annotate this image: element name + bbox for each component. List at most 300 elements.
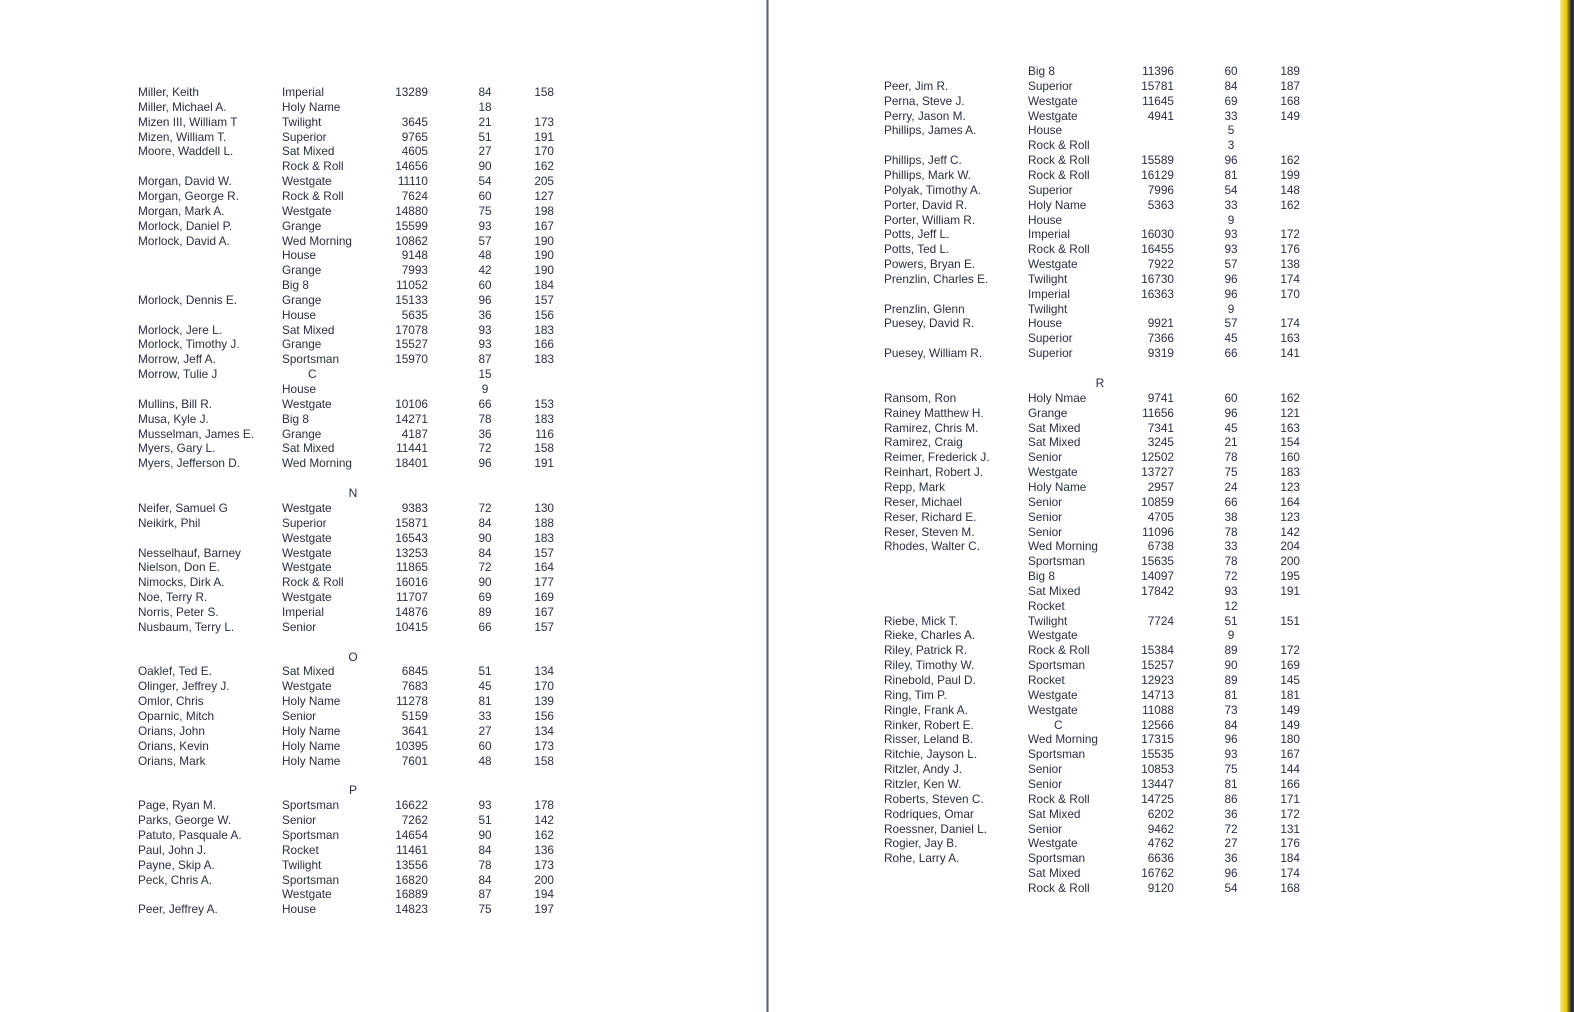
- league-name: Holy Nmae: [1028, 390, 1087, 405]
- league-name: Sat Mixed: [1028, 435, 1081, 450]
- total-pins: 14097: [1141, 569, 1174, 584]
- average-score: 167: [534, 604, 554, 619]
- bowler-name: Ritchie, Jayson L.: [884, 747, 978, 762]
- total-pins: 13727: [1141, 465, 1174, 480]
- table-row: [884, 138, 1324, 153]
- league-name: Superior: [1028, 78, 1073, 93]
- games-count: 90: [478, 827, 492, 842]
- average-score: 149: [1280, 702, 1300, 717]
- average-score: 160: [1280, 450, 1300, 465]
- games-count: 73: [1224, 702, 1238, 717]
- bowler-name: Perry, Jason M.: [884, 108, 966, 123]
- games-count: 72: [478, 560, 492, 575]
- average-score: 178: [534, 798, 554, 813]
- average-score: 154: [1280, 435, 1300, 450]
- total-pins: 15970: [395, 352, 428, 367]
- bowler-name: Powers, Bryan E.: [884, 257, 976, 272]
- total-pins: 16820: [395, 872, 428, 887]
- games-count: 84: [478, 85, 492, 99]
- league-name: Sat Mixed: [282, 441, 335, 456]
- league-name: Westgate: [1028, 702, 1078, 717]
- games-count: 69: [1224, 93, 1238, 108]
- average-score: 169: [534, 590, 554, 605]
- league-name: Westgate: [282, 500, 332, 515]
- average-score: 200: [1280, 554, 1300, 569]
- games-count: 78: [478, 411, 492, 426]
- average-score: 188: [534, 515, 554, 530]
- total-pins: 15527: [395, 337, 428, 352]
- bowler-name: Reser, Michael: [884, 494, 963, 509]
- games-count: 72: [1224, 821, 1238, 836]
- total-pins: 7922: [1147, 257, 1174, 272]
- bowler-name: Parks, George W.: [138, 813, 232, 828]
- average-score: 176: [1280, 242, 1300, 257]
- bowler-name: Peer, Jeffrey A.: [138, 902, 218, 917]
- total-pins: 7341: [1147, 420, 1174, 435]
- total-pins: 10859: [1141, 494, 1174, 509]
- league-name: Grange: [282, 292, 322, 307]
- bowler-name: Musa, Kyle J.: [138, 411, 209, 426]
- bowler-name: Potts, Jeff L.: [884, 227, 950, 242]
- table-row: [884, 450, 1324, 465]
- league-name: Sportsman: [282, 827, 340, 842]
- total-pins: 4605: [401, 144, 428, 159]
- table-row: [884, 762, 1324, 777]
- total-pins: 5159: [401, 709, 428, 723]
- total-pins: 10395: [395, 738, 428, 753]
- total-pins: 15257: [1141, 658, 1174, 673]
- bowler-name: Nesselhauf, Barney: [138, 545, 241, 560]
- table-row: [138, 204, 578, 219]
- league-name: Rocket: [1028, 598, 1065, 613]
- bowler-name: Paul, John J.: [138, 842, 207, 857]
- bowler-name: Moore, Waddell L.: [138, 144, 234, 159]
- average-score: 184: [1280, 851, 1300, 866]
- bowler-name: Porter, David R.: [884, 197, 968, 212]
- average-score: 174: [1280, 271, 1300, 286]
- games-count: 51: [478, 664, 492, 679]
- total-pins: 7262: [401, 813, 428, 828]
- table-row: [138, 115, 578, 130]
- games-count: 15: [478, 367, 492, 382]
- average-score: 149: [1280, 108, 1300, 123]
- league-name: Grange: [1028, 405, 1068, 420]
- league-name: Rock & Roll: [282, 575, 344, 590]
- table-row: [884, 599, 1324, 614]
- average-score: 134: [534, 723, 554, 738]
- games-count: 9: [1227, 212, 1235, 227]
- total-pins: 9462: [1147, 821, 1174, 836]
- total-pins: 16016: [395, 575, 428, 590]
- games-count: 84: [478, 515, 492, 530]
- average-score: 191: [534, 129, 554, 144]
- bowler-name: Prenzlin, Glenn: [884, 301, 965, 316]
- games-count: 48: [478, 248, 492, 263]
- bowler-name: Roberts, Steven C.: [884, 791, 984, 806]
- games-count: 57: [1224, 316, 1238, 331]
- games-count: 12: [1224, 598, 1238, 613]
- bowler-name: Reser, Steven M.: [884, 524, 975, 539]
- bowler-name: Noe, Terry R.: [138, 590, 208, 605]
- average-score: 173: [534, 738, 554, 753]
- league-name: Westgate: [282, 560, 332, 575]
- total-pins: 14823: [395, 902, 428, 917]
- table-row: [138, 144, 578, 159]
- bowler-name: Puesey, William R.: [884, 346, 983, 361]
- table-row: [138, 605, 578, 620]
- average-score: 151: [1280, 613, 1300, 628]
- bowler-name: Rainey Matthew H.: [884, 405, 984, 420]
- games-count: 75: [1224, 465, 1238, 480]
- league-name: Westgate: [282, 530, 332, 545]
- league-name: Sportsman: [1028, 658, 1086, 673]
- total-pins: 9921: [1147, 316, 1174, 331]
- games-count: 90: [478, 530, 492, 545]
- average-score: 204: [1280, 539, 1300, 554]
- total-pins: 7996: [1147, 182, 1174, 197]
- average-score: 171: [1280, 791, 1300, 806]
- league-name: Imperial: [1028, 286, 1070, 301]
- bowler-name: Rieke, Charles A.: [884, 628, 976, 643]
- table-row: [138, 560, 578, 575]
- games-count: 27: [478, 723, 492, 738]
- league-name: Westgate: [282, 203, 332, 218]
- games-count: 84: [1224, 717, 1238, 732]
- games-count: 48: [478, 753, 492, 768]
- total-pins: 16363: [1141, 286, 1174, 301]
- bowler-name: Ransom, Ron: [884, 390, 957, 405]
- league-name: Senior: [282, 813, 317, 828]
- total-pins: 14876: [395, 604, 428, 619]
- table-row: [884, 658, 1324, 673]
- average-score: 169: [1280, 658, 1300, 673]
- league-name: Holy Name: [282, 694, 341, 709]
- total-pins: 15781: [1141, 78, 1174, 93]
- games-count: 66: [1224, 346, 1238, 361]
- average-score: 162: [534, 827, 554, 842]
- bowler-name: Phillips, James A.: [884, 123, 977, 138]
- bowler-name: Porter, William R.: [884, 212, 976, 227]
- table-row: [884, 539, 1324, 554]
- table-row: [138, 412, 578, 427]
- games-count: 36: [1224, 806, 1238, 821]
- league-name: Rock & Roll: [1028, 880, 1090, 895]
- table-row: [138, 189, 578, 204]
- table-row: [138, 798, 578, 813]
- table-row: [138, 352, 578, 367]
- table-row: [138, 159, 578, 174]
- average-score: 157: [534, 292, 554, 307]
- league-name: Rocket: [1028, 673, 1065, 687]
- total-pins: 15599: [395, 218, 428, 233]
- league-name: Imperial: [282, 604, 324, 619]
- total-pins: 11707: [396, 590, 428, 605]
- average-score: 187: [1280, 78, 1300, 93]
- bowler-name: Potts, Ted L.: [884, 242, 950, 257]
- table-row: [884, 287, 1324, 302]
- games-count: 57: [478, 233, 492, 248]
- table-row: [138, 278, 578, 293]
- bowler-name: Orians, John: [138, 723, 205, 738]
- table-row: [884, 480, 1324, 495]
- bowler-name: Morlock, Dennis E.: [138, 292, 237, 307]
- games-count: 36: [478, 307, 492, 322]
- bowler-name: Riley, Patrick R.: [884, 643, 968, 658]
- table-row: [138, 427, 578, 442]
- average-score: 123: [1280, 509, 1300, 524]
- table-row: [884, 391, 1324, 406]
- total-pins: 11865: [396, 560, 428, 575]
- total-pins: 18401: [395, 456, 428, 471]
- table-row: [138, 248, 578, 263]
- total-pins: 15589: [1141, 153, 1174, 168]
- league-name: C: [1054, 717, 1063, 732]
- league-name: Westgate: [1028, 465, 1078, 480]
- total-pins: 11396: [1142, 64, 1174, 78]
- total-pins: 4762: [1147, 836, 1174, 851]
- games-count: 54: [1224, 182, 1238, 197]
- total-pins: 4941: [1147, 108, 1174, 123]
- league-name: Rock & Roll: [1028, 643, 1090, 658]
- total-pins: 7724: [1147, 613, 1174, 628]
- games-count: 81: [478, 694, 492, 709]
- games-count: 54: [1224, 880, 1238, 895]
- games-count: 90: [1224, 658, 1238, 673]
- table-row: [138, 709, 578, 724]
- bowler-name: Repp, Mark: [884, 479, 945, 494]
- games-count: 45: [1224, 331, 1238, 346]
- table-row: [884, 227, 1324, 242]
- average-score: 127: [534, 188, 554, 203]
- bowler-name: Mizen, William T.: [138, 129, 227, 144]
- league-name: Twilight: [1028, 301, 1068, 316]
- average-score: 116: [535, 426, 554, 441]
- league-name: Holy Name: [282, 753, 341, 768]
- total-pins: 11645: [1142, 93, 1174, 108]
- average-score: 189: [1280, 64, 1300, 78]
- average-score: 158: [534, 441, 554, 456]
- league-name: Imperial: [1028, 227, 1070, 242]
- bowler-name: Rodriques, Omar: [884, 806, 974, 821]
- table-row: [884, 465, 1324, 480]
- league-name: Sat Mixed: [282, 322, 335, 337]
- league-name: Superior: [1028, 331, 1073, 346]
- league-name: Sportsman: [282, 872, 340, 887]
- games-count: 18: [478, 99, 492, 114]
- league-name: Sportsman: [282, 352, 340, 367]
- games-count: 57: [1224, 257, 1238, 272]
- games-count: 81: [1224, 167, 1238, 182]
- total-pins: 15535: [1141, 747, 1174, 762]
- bowler-name: Omlor, Chris: [138, 694, 204, 709]
- league-name: Imperial: [282, 85, 324, 99]
- average-score: 141: [1280, 346, 1300, 361]
- table-row: [884, 123, 1324, 138]
- total-pins: 13253: [395, 545, 428, 560]
- total-pins: 14656: [395, 159, 428, 174]
- bowler-name: Morlock, David A.: [138, 233, 230, 248]
- average-score: 156: [534, 307, 554, 322]
- games-count: 90: [478, 575, 492, 590]
- bowler-name: Nielson, Don E.: [138, 560, 220, 575]
- bowler-name: Ringle, Frank A.: [884, 702, 968, 717]
- total-pins: 6636: [1147, 851, 1174, 866]
- league-name: Senior: [1028, 762, 1063, 777]
- average-score: 174: [1280, 316, 1300, 331]
- games-count: 36: [478, 426, 492, 441]
- bowler-name: Miller, Michael A.: [138, 99, 227, 114]
- table-row: [138, 620, 578, 635]
- bowler-name: Reser, Richard E.: [884, 509, 977, 524]
- total-pins: 3245: [1147, 435, 1174, 450]
- table-row: [138, 679, 578, 694]
- table-row: [138, 100, 578, 115]
- table-row: [138, 516, 578, 531]
- bowler-name: Rinker, Robert E.: [884, 717, 974, 732]
- total-pins: 16730: [1141, 271, 1174, 286]
- bowler-name: Ramirez, Chris M.: [884, 420, 979, 435]
- table-row: [138, 813, 578, 828]
- table-row: [884, 807, 1324, 822]
- total-pins: 12566: [1141, 717, 1174, 732]
- average-score: 162: [1280, 390, 1300, 405]
- league-name: Grange: [282, 263, 322, 278]
- league-name: Wed Morning: [1028, 539, 1098, 554]
- total-pins: 13556: [395, 857, 428, 872]
- league-name: Rock & Roll: [1028, 242, 1090, 257]
- games-count: 51: [1224, 613, 1238, 628]
- total-pins: 13289: [395, 85, 428, 99]
- average-score: 148: [1280, 182, 1300, 197]
- average-score: 136: [534, 842, 554, 857]
- table-row: [138, 441, 578, 456]
- average-score: 200: [534, 872, 554, 887]
- average-score: 194: [534, 887, 554, 902]
- bowler-name: Neifer, Samuel G: [138, 500, 228, 515]
- league-name: Rocket: [282, 842, 319, 857]
- table-row: [138, 902, 578, 917]
- table-row: [138, 382, 578, 397]
- league-name: Senior: [282, 619, 317, 634]
- league-name: Holy Name: [1028, 479, 1087, 494]
- table-row: [884, 346, 1324, 361]
- table-row: [884, 866, 1324, 881]
- table-row: [138, 323, 578, 338]
- games-count: 72: [1224, 569, 1238, 584]
- league-name: Westgate: [1028, 628, 1078, 643]
- total-pins: 7993: [401, 263, 428, 278]
- league-name: Westgate: [282, 396, 332, 411]
- table-row: [884, 406, 1324, 421]
- bowler-name: Puesey, David R.: [884, 316, 975, 331]
- league-name: Senior: [1028, 509, 1063, 524]
- games-count: 96: [1224, 405, 1238, 420]
- league-name: Sat Mixed: [1028, 583, 1081, 598]
- total-pins: 15871: [395, 515, 428, 530]
- table-row: [138, 501, 578, 516]
- average-score: 173: [534, 114, 554, 129]
- games-count: 69: [478, 590, 492, 605]
- league-name: Grange: [282, 218, 322, 233]
- total-pins: 4187: [401, 426, 428, 441]
- average-score: 170: [534, 144, 554, 159]
- average-score: 139: [534, 694, 554, 709]
- league-name: Big 8: [282, 278, 309, 293]
- table-row: [884, 109, 1324, 124]
- average-score: 145: [1280, 673, 1300, 687]
- bowler-name: Mullins, Bill R.: [138, 396, 213, 411]
- average-score: 195: [1280, 569, 1300, 584]
- bowler-name: Rinebold, Paul D.: [884, 673, 976, 687]
- total-pins: 10862: [395, 233, 428, 248]
- games-count: 89: [1224, 643, 1238, 658]
- bowler-name: Morrow, Tulie J: [138, 367, 218, 382]
- bowler-name: Morlock, Timothy J.: [138, 337, 240, 352]
- table-row: [138, 828, 578, 843]
- league-name: Westgate: [1028, 836, 1078, 851]
- bowler-name: Morgan, George R.: [138, 188, 239, 203]
- total-pins: 16762: [1141, 866, 1174, 881]
- average-score: 191: [1280, 583, 1300, 598]
- bowler-name: Rogier, Jay B.: [884, 836, 958, 851]
- section-letter: N: [348, 486, 358, 501]
- table-row: [884, 554, 1324, 569]
- total-pins: 11088: [1142, 702, 1174, 717]
- average-score: 167: [534, 218, 554, 233]
- league-name: House: [282, 902, 317, 917]
- league-name: Holy Name: [1028, 197, 1087, 212]
- table-row: [138, 234, 578, 249]
- bowler-name: Morgan, Mark A.: [138, 203, 225, 218]
- games-count: 72: [478, 500, 492, 515]
- bowler-name: Rhodes, Walter C.: [884, 539, 980, 554]
- league-name: Rock & Roll: [282, 159, 344, 174]
- games-count: 93: [478, 218, 492, 233]
- games-count: 66: [478, 619, 492, 634]
- games-count: 9: [1227, 628, 1235, 643]
- bowler-name: Reinhart, Robert J.: [884, 465, 984, 480]
- league-name: Sat Mixed: [282, 144, 335, 159]
- bowler-name: Morlock, Jere L.: [138, 322, 222, 337]
- average-score: 172: [1280, 227, 1300, 242]
- league-name: Twilight: [282, 114, 322, 129]
- average-score: 183: [1280, 465, 1300, 480]
- games-count: 42: [478, 263, 492, 278]
- bowler-name: Nimocks, Dirk A.: [138, 575, 225, 590]
- league-name: Wed Morning: [282, 456, 352, 471]
- total-pins: 7624: [401, 188, 428, 203]
- average-score: 198: [534, 203, 554, 218]
- table-row: [138, 130, 578, 145]
- league-name: Rock & Roll: [1028, 153, 1090, 168]
- average-score: 176: [1280, 836, 1300, 851]
- league-name: Westgate: [282, 174, 332, 189]
- games-count: 78: [1224, 524, 1238, 539]
- games-count: 81: [1224, 776, 1238, 791]
- average-score: 170: [534, 679, 554, 694]
- total-pins: 9383: [401, 500, 428, 515]
- total-pins: 5635: [401, 307, 428, 322]
- average-score: 173: [534, 857, 554, 872]
- games-count: 38: [1224, 509, 1238, 524]
- games-count: 93: [1224, 242, 1238, 257]
- bowler-name: Ring, Tim P.: [884, 687, 947, 702]
- section-letter: O: [348, 649, 358, 664]
- table-row: [138, 887, 578, 902]
- table-row: [884, 777, 1324, 792]
- bowler-name: Ramirez, Craig: [884, 435, 963, 450]
- total-pins: 7683: [401, 679, 428, 694]
